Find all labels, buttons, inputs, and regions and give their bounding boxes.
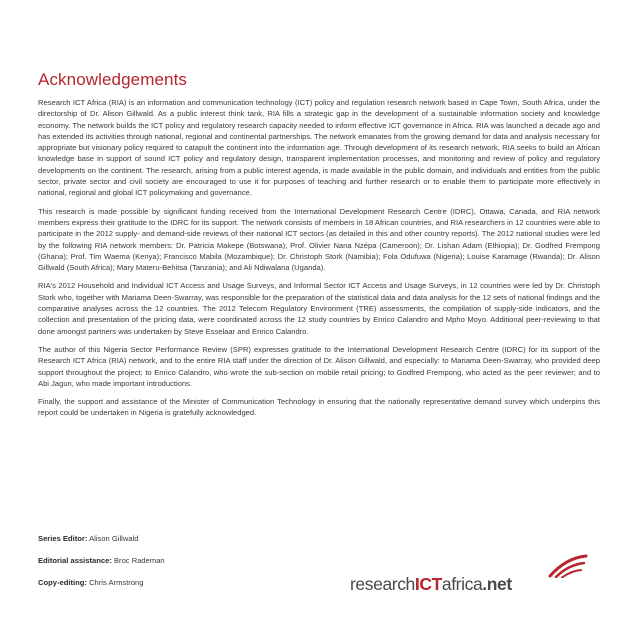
logo-wordmark <box>350 574 512 595</box>
paragraph-author-gratitude: The author of this Nigeria Sector Performance Review (SPR) expresses gratitude to the International Development Research Centre (IDRC) for its support of the Research ICT Africa (RIA) network, and to the entire RIA staff under the direction of Dr. Alison Gillwald, and especially: to Mariama Deen-Swarray, who provided deep support throughout the project; to Enrico Calandro, who wrote the sub-section on mobile retail pricing; to Godfred Frempong, who acted as the peer reviewer; and to Abi Jagun, who made important introductions. <box>38 344 600 388</box>
credit-label: Editorial assistance: <box>38 556 112 565</box>
credit-label: Series Editor: <box>38 534 88 543</box>
credit-value: Alison Gillwald <box>89 534 139 543</box>
researchictafrica-logo <box>350 552 605 602</box>
signal-waves-icon <box>548 552 588 578</box>
page-title: Acknowledgements <box>38 70 188 89</box>
logo-net: .net <box>482 574 512 594</box>
logo-research: research <box>350 574 415 594</box>
credit-series-editor <box>38 533 338 544</box>
credits-block <box>38 533 338 599</box>
credit-value: Broc Rademan <box>113 556 165 565</box>
logo-ict: ICT <box>414 574 442 594</box>
logo-africa: africa <box>441 574 483 594</box>
paragraph-funding: This research is made possible by significant funding received from the International Development Research Centre (IDRC), Ottawa, Canada, and RIA network members express their gratitude to the IDRC for its support. The network consists of members in 18 African countries, and RIA researchers in 12 countries were able to participate in the 2012 supply- and demand-side reviews of their national ICT sectors (as detailed in this and other country reports). The 2012 national studies were led by the following RIA network members: Dr. Patricia Makepe (Botswana); Prof. Olivier Nana Nzépa (Cameroon); Dr. Lishan Adam (Ethiopia); Dr. Godfred Frempong (Ghana); Prof. Tim Waema (Kenya); Francisco Mabila (Mozambique); Dr. Christoph Stork (Namibia); Fola Odufuwa (Nigeria); Louise Karamage (Rwanda); Dr. Alison Gillwald (South Africa); Mary Materu-Behitsa (Tanzania); and Ali Ndiwalana (Uganda). <box>38 206 600 273</box>
paragraph-ria-overview: Research ICT Africa (RIA) is an information and communication technology (ICT) policy and regulation research network based in Cape Town, South Africa, under the directorship of Dr. Alison Gillwald. As a public interest think tank, RIA fills a strategic gap in the development of a sustainable information society and knowledge economy. The network builds the ICT policy and regulatory research capacity needed to inform effective ICT governance in Africa. RIA was launched a decade ago and has extended its activities through national, regional and continental partnerships. The network emanates from the growing demand for data and analysis necessary for appropriate but visionary policy required to catapult the continent into the information age. Through development of its research network, RIA seeks to build an African knowledge base in support of sound ICT policy and regulatory design, transparent implementation processes, and monitoring and review of policy and regulatory developments on the continent. The research, arising from a public interest agenda, is made available in the public domain, and individuals and entities from the public sector, private sector and civil society are encouraged to use it for purposes of teaching and further research or to enable them to participate more effectively in national, regional and global ICT policymaking and governance. <box>38 98 600 198</box>
paragraph-final-thanks: Finally, the support and assistance of the Minister of Communication Technology in ensuring that the nationally representative demand survey which underpins this report could be undertaken in Nigeria is gratefully acknowledged. <box>38 397 600 418</box>
paragraph-surveys: RIA's 2012 Household and Individual ICT Access and Usage Surveys, and Informal Sector ICT Access and Usage Surveys, in 12 countries were led by Dr. Christoph Stork who, together with Mariama Deen-Swarray, was responsible for the preparation of the statistical data and data analysis for the 12 sets of national findings and the comparative analyses across the 12 countries. The 2012 Telecom Regulatory Environment (TRE) assessments, the compilation of supply-side indicators, and the collection and presentation of the pricing data, were coordinated across the 12 study countries by Enrico Calandro and Mpho Moyo. Additional peer-reviewing to that done amongst partners was undertaken by Steve Esselaar and Enrico Calandro. <box>38 281 600 336</box>
credit-label: Copy-editing: <box>38 578 87 587</box>
credit-copy-editing <box>38 577 338 588</box>
credit-editorial-assistance <box>38 555 338 566</box>
credit-value: Chris Armstrong <box>89 578 144 587</box>
acknowledgements-body <box>38 97 600 426</box>
